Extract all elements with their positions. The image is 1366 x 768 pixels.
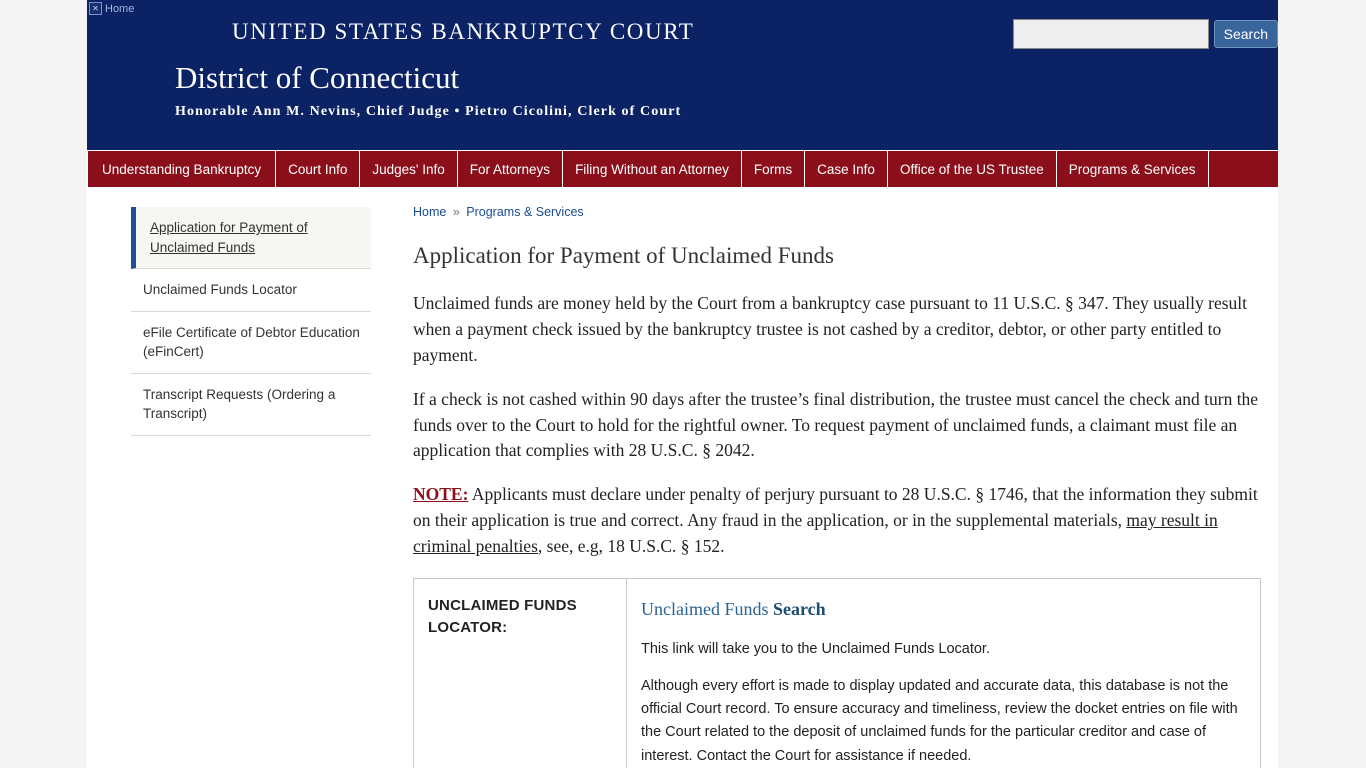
home-logo-broken-image[interactable]: [89, 2, 134, 15]
note-text-underlined: may result in criminal penalties: [413, 510, 1218, 557]
content-wrapper: [87, 187, 1278, 768]
nav-item-case-info[interactable]: Case Info: [805, 151, 888, 187]
note-label: NOTE:: [413, 484, 469, 505]
unclaimed-funds-search-link[interactable]: [641, 599, 826, 619]
nav-item-for-attorneys[interactable]: For Attorneys: [458, 151, 563, 187]
district-title: District of Connecticut: [175, 60, 460, 95]
breadcrumb-home-link[interactable]: Home: [413, 205, 447, 219]
paragraph-check-not-cashed: If a check is not cashed within 90 days after the trustee’s final distribution, the trustee must cancel the check and turn the funds over to the Court to hold for the rightful owner. To request payment of unclaimed funds, a claimant must file an application that complies with 28 U.S.C. § 2042.: [413, 388, 1259, 461]
search-button[interactable]: Search: [1214, 20, 1278, 48]
table-cell-body: [627, 579, 1261, 768]
unclaimed-funds-search-link-wrapper: [641, 595, 1246, 624]
breadcrumb-current-link[interactable]: Programs & Services: [466, 205, 584, 219]
sidebar-item-efile-certificate-of-debtor-education[interactable]: [131, 312, 371, 374]
nav-item-understanding-bankruptcy[interactable]: Understanding Bankruptcy: [87, 151, 276, 187]
site-header: [87, 0, 1278, 150]
nav-item-filing-without-an-attorney[interactable]: Filing Without an Attorney: [563, 151, 742, 187]
sidebar-item-label: Application for Payment of Unclaimed Funds: [150, 220, 308, 255]
header-search: [1013, 19, 1278, 49]
breadcrumb: [413, 205, 1273, 219]
nav-item-court-info[interactable]: Court Info: [276, 151, 360, 187]
sidebar-item-label: eFile Certificate of Debtor Education (eFinCert): [143, 324, 360, 360]
table-cell-label: UNCLAIMED FUNDS LOCATOR:: [414, 579, 627, 768]
table-row: [414, 579, 1261, 768]
search-input[interactable]: [1013, 19, 1209, 49]
site-container: [87, 0, 1278, 768]
court-title: UNITED STATES BANKRUPTCY COURT: [232, 19, 695, 44]
link-text-bold: Search: [773, 599, 826, 620]
sidebar-item-application-for-payment-of-unclaimed-funds[interactable]: [131, 207, 371, 269]
unclaimed-funds-locator-table: [413, 578, 1261, 768]
paragraph-note: [413, 482, 1273, 560]
sidebar-item-label: Unclaimed Funds Locator: [143, 282, 297, 298]
page-title: Application for Payment of Unclaimed Funds: [413, 243, 834, 268]
sidebar-item-label: Transcript Requests (Ordering a Transcript): [143, 386, 336, 422]
note-text-part1: Applicants must declare under penalty of perjury pursuant to 28 U.S.C. § 1746, that the information they submit on their application is true and correct. Any fraud in the application, or in the supplemental materials,: [413, 484, 1258, 531]
nav-item-forms[interactable]: Forms: [742, 151, 805, 187]
main-content: [413, 205, 1273, 768]
sidebar-item-unclaimed-funds-locator[interactable]: [131, 269, 371, 312]
broken-image-icon: ✕: [89, 2, 102, 15]
home-logo-alt-text: Home: [105, 2, 135, 15]
nav-item-judges-info[interactable]: Judges' Info: [360, 151, 457, 187]
nav-item-office-of-the-us-trustee[interactable]: Office of the US Trustee: [888, 151, 1057, 187]
link-description: This link will take you to the Unclaimed Funds Locator.: [641, 640, 990, 657]
sidebar-item-transcript-requests[interactable]: [131, 374, 371, 436]
judges-line: Honorable Ann M. Nevins, Chief Judge • Pietro Cicolini, Clerk of Court: [175, 104, 682, 119]
link-text-normal: Unclaimed Funds: [641, 599, 773, 620]
paragraph-unclaimed-funds-definition: Unclaimed funds are money held by the Court from a bankruptcy case pursuant to 11 U.S.C. § 347. They usually result when a payment check issued by the bankruptcy trustee is not cashed by a creditor, debtor, or other party entitled to payment.: [413, 293, 1247, 365]
note-text-part2: , see, e.g, 18 U.S.C. § 152.: [537, 536, 725, 557]
nav-item-programs-and-services[interactable]: Programs & Services: [1057, 151, 1209, 187]
sidebar: [131, 207, 371, 768]
database-disclaimer: Although every effort is made to display updated and accurate data, this database is not the official Court record. To ensure accuracy and timeliness, review the docket entries on file with the Court related to the deposit of unclaimed funds for the particular creditor and case of interest. Contact the Court for assistance if needed.: [641, 678, 1238, 764]
main-navigation: [87, 150, 1278, 187]
breadcrumb-separator: »: [452, 205, 460, 219]
